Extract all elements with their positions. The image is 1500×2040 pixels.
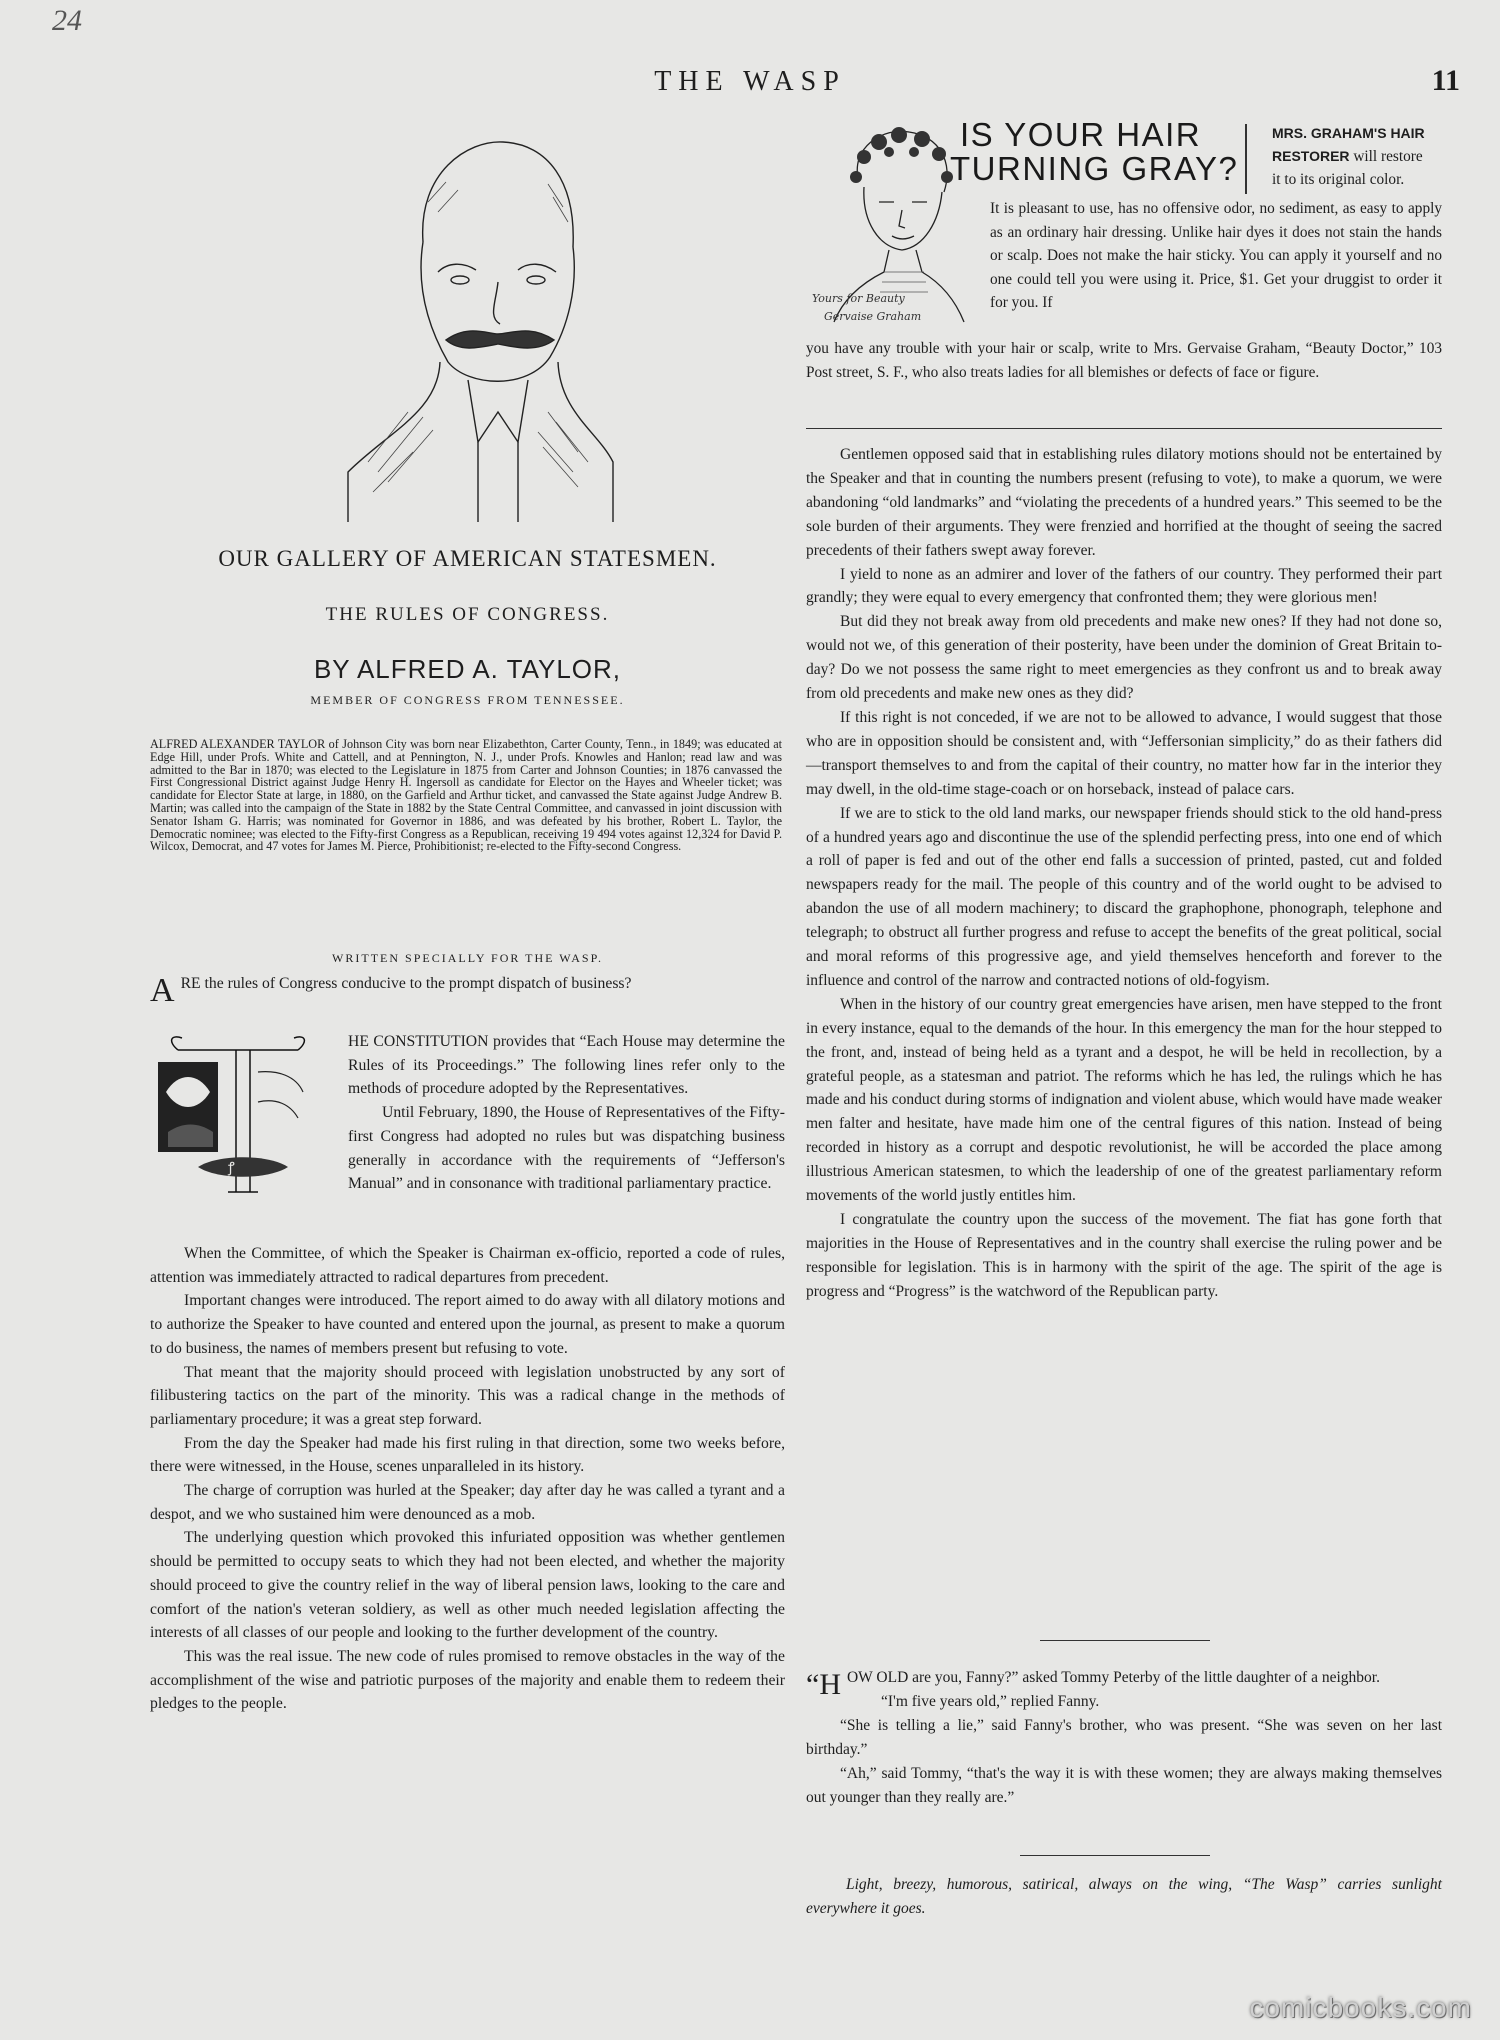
article-paragraph: I congratulate the country upon the success of the movement. The fiat has gone forth that majorities in the House of Representatives and in the country shall exercise the ruling power and be responsible for legislation. This is in harmony with the spirit of the age. The spirit of the age is progress and “Progress” is the watchword of the Republican party. [806,1211,1442,1300]
article-paragraph: Important changes were introduced. The report aimed to do away with all dilatory motions and to authorize the Speaker to have counted and entered upon the journal, as present to make a quorum to do business, the names of members present but refusing to vote. [150,1292,785,1357]
ad-lead-text: will restore [1353,148,1423,165]
article-paragraph: When in the history of our country great emergencies have arisen, men have stepped to the front in every instance, equal to the demands of the hour. In this emergency the man for the hour stepped to the front, and, instead of being held as a tyrant and a despot, he will be held in recollection, by a grateful people, as a statesman and patriot. The reforms which he has led, the rulings which he has made and his conduct during storms of indignation and violent abuse, which would have made weaker men falter and hesitate, have made him one of the central figures of this nation. Instead of being recorded in history as a corrupt and despotic revolutionist, he will be accorded the place among illustrious American statesmen, to which the leadership of one of the greatest parliamentary reform movements of the world justly entitles him. [806,995,1442,1205]
ad-lead-text: it to its original color. [1272,171,1405,188]
constitution-paragraph: HE CONSTITUTION provides that “Each House may determine the Rules of its Proceedings.” The following lines refer only to the methods of procedure adopted by the Representatives. [348,1033,785,1098]
statesman-portrait-engraving [328,112,618,522]
article-paragraph: If this right is not conceded, if we are not to be allowed to advance, I would suggest that those who are in opposition should be consistent and, with “Jeffersonian simplicity,” do as their fathers did—transport themselves to and from the capital of their country, no matter how far in the interior they may dwell, in the old-time stage-coach or on horseback, instead of palace cars. [806,708,1442,798]
article-paragraph: But did they not break away from old precedents and make new ones? If they had not done so, would not we, of this generation of their posterity, have been under the dominion of Great Britain to-day? Do we not possess the same right to meet emergencies as they confront us and to break away from old precedents and make new ones as they did? [806,613,1442,703]
anecdote-line: “She is telling a lie,” said Fanny's brother, who was present. “She was seven on her last birthday.” [806,1716,1442,1758]
ad-headline [950,118,1238,186]
masthead: THE WASP [654,66,846,97]
article-paragraph: When the Committee, of which the Speaker is Chairman ex-officio, reported a code of rules, attention was immediately attracted to radical departures from precedent. [150,1245,785,1286]
mrs-graham-portrait-engraving [804,122,974,334]
initial-text-wrap [150,1030,348,1196]
constitution-section [150,1030,785,1196]
article-paragraph: Gentlemen opposed said that in establishing rules dilatory motions should not be entertained by the Speaker and that in counting the numbers present (refusing to vote), to make a quorum, we were abandoning “old landmarks” and “violating the precedents of a hundred years.” This seemed to be the sole burden of their arguments. They were frenzied and horrified at the thought of seeing the sacred precedents of their fathers swept away forever. [806,446,1442,559]
author-biography: ALFRED ALEXANDER TAYLOR of Johnson City was born near Elizabethton, Carter County, Tenn., in 1849; was educated at Edge Hill, under Profs. White and Cattell, and at Pennington, N. J., under Profs. Knowles and Hanlon; read law and was admitted to the Bar in 1870; was elected to the Legislature in 1875 from Carter and Johnson Counties; in 1876 canvassed the First Congressional District against Judge Henry H. Ingersoll as candidate for Elector on the Hayes and Wheeler ticket; was candidate for Elector State at large, in 1880, on the Garfield and Arthur ticket, and canvassed the State against Judge Andrew B. Martin; was called into the campaign of the State in 1882 by the State Central Committee, and canvassed in joint discussion with Senator Isham G. Harris; was nominated for Governor in 1886, and was defeated by his brother, Robert L. Taylor, the Democratic nominee; was elected to the Fifty-first Congress as a Republican, receiving 19 494 votes against 12,324 for David P. Wilcox, Democrat, and 47 votes for James M. Pierce, Prohibitionist; re-elected to the Fifty-second Congress. [150,737,782,854]
article-paragraph: I yield to none as an admirer and lover of the fathers of our country. They performed their part grandly; they were equal to every emergency that confronted them; they were glorious men! [806,565,1442,607]
ad-body-continued: you have any trouble with your hair or scalp, write to Mrs. Gervaise Graham, “Beauty Doctor,” 103 Post street, S. F., who also treats ladies for all blemishes or defects of face or figure. [806,340,1442,381]
drop-cap-a: A [150,972,175,1009]
ad-headline-line: TURNING GRAY? [950,150,1239,187]
handwritten-page-mark: 24 [52,4,82,37]
opening-question-text: RE the rules of Congress conducive to the prompt dispatch of business? [180,975,632,992]
article-title: THE RULES OF CONGRESS. [325,604,610,625]
wasp-promo-line: Light, breezy, humorous, satirical, always on the wing, “The Wasp” carries sunlight everywhere it goes. [806,1876,1442,1917]
article-paragraph: This was the real issue. The new code of rules promised to remove obstacles in the way of the accomplishment of the wise and patriotic purposes of the majority and enable them to redeem their pledges to the people. [150,1647,785,1713]
article-paragraph: If we are to stick to the old land marks, our newspaper friends should stick to the old hand-press of a hundred years ago and discontinue the use of the splendid perfecting press, into one end of which a roll of paper is fed and out of the other end falls a succession of printed, pasted, cut and folded newspapers ready for the mail. The people of this country and of the world ought to be advised to abandon the use of all modern machinery; to discard the graphophone, phonograph, telephone and telegraph; to obstruct all further progress and refuse to accept the benefits of the great political, social and moral reforms of this progressive age, and yield themselves henceforth and forever to the influence and control of the narrow and contracted notions of old-fogyism. [806,804,1442,989]
ad-headline-line: IS YOUR HAIR [960,116,1202,153]
written-for-note: WRITTEN SPECIALLY FOR THE WASP. [332,951,603,965]
initial-ornament-mark: ꝭ [228,1160,235,1176]
article-paragraph: The charge of corruption was hurled at the Speaker; day after day he was called a tyrant and a despot, and we who sustained him were denounced as a mob. [150,1482,785,1523]
fanny-anecdote [806,1666,1442,1809]
right-column-body [806,443,1442,1304]
ad-brand-line: RESTORER [1272,148,1350,164]
anecdote-line: “I'm five years old,” replied Fanny. [880,1692,1100,1710]
ad-brand-line: MRS. GRAHAM'S HAIR [1272,125,1425,141]
left-column-body [150,1242,785,1716]
section-divider [1040,1640,1210,1641]
drop-cap-h: “H [806,1668,841,1701]
anecdote-first-line: OW OLD are you, Fanny?” asked Tommy Peterby of the little daughter of a neighbor. [846,1669,1380,1686]
ad-lead [1272,122,1442,191]
section-divider [1020,1855,1210,1856]
gallery-title: OUR GALLERY OF AMERICAN STATESMEN. [218,546,717,571]
ad-body: It is pleasant to use, has no offensive odor, no sediment, as easy to apply as an ordinary hair dressing. Unlike hair dyes it does not stain the hands or scalp. Does not make the hair sticky. You can apply it yourself and no one could tell you were using it. Price, $1. Get your druggist to order it for you. If [990,200,1442,311]
page-number: 11 [1431,64,1460,97]
ad-divider [1245,124,1247,194]
author-affiliation: MEMBER OF CONGRESS FROM TENNESSEE. [310,693,625,707]
byline: BY ALFRED A. TAYLOR, [313,654,622,684]
article-paragraph: The underlying question which provoked this infuriated opposition was whether gentlemen should be permitted to occupy seats to which they had not been elected, and whether the majority should proceed to give the country relief in the way of liberal pension laws, looking to the care and comfort of the nation's veteran soldiery, as well as other much needed legislation affecting the interests of all classes of our people and looking to the further development of the country. [150,1529,785,1642]
site-watermark: comicbooks.com [1249,1992,1472,2023]
portrait-signature: Yours for Beauty [812,292,905,305]
anecdote-line: “Ah,” said Tommy, “that's the way it is with these women; they are always making themselves out younger than they really are.” [806,1764,1442,1806]
section-divider [806,428,1442,429]
article-opening-question [150,972,785,1008]
portrait-signature: Gervaise Graham [824,310,922,323]
article-paragraph: From the day the Speaker had made his first ruling in that direction, some two weeks before, there were witnessed, in the House, scenes unparalleled in its history. [150,1434,785,1476]
fifty-first-congress-paragraph: Until February, 1890, the House of Representatives of the Fifty-first Congress had adopted no rules but was dispatching business generally in accordance with the requirements of “Jefferson's Manual” and in consonance with traditional parliamentary practice. [348,1104,785,1193]
article-paragraph: That meant that the majority should proceed with legislation unobstructed by any sort of filibustering tactics on the part of the minority. This was a radical change in the methods of parliamentary procedure; it was a great step forward. [150,1363,785,1428]
